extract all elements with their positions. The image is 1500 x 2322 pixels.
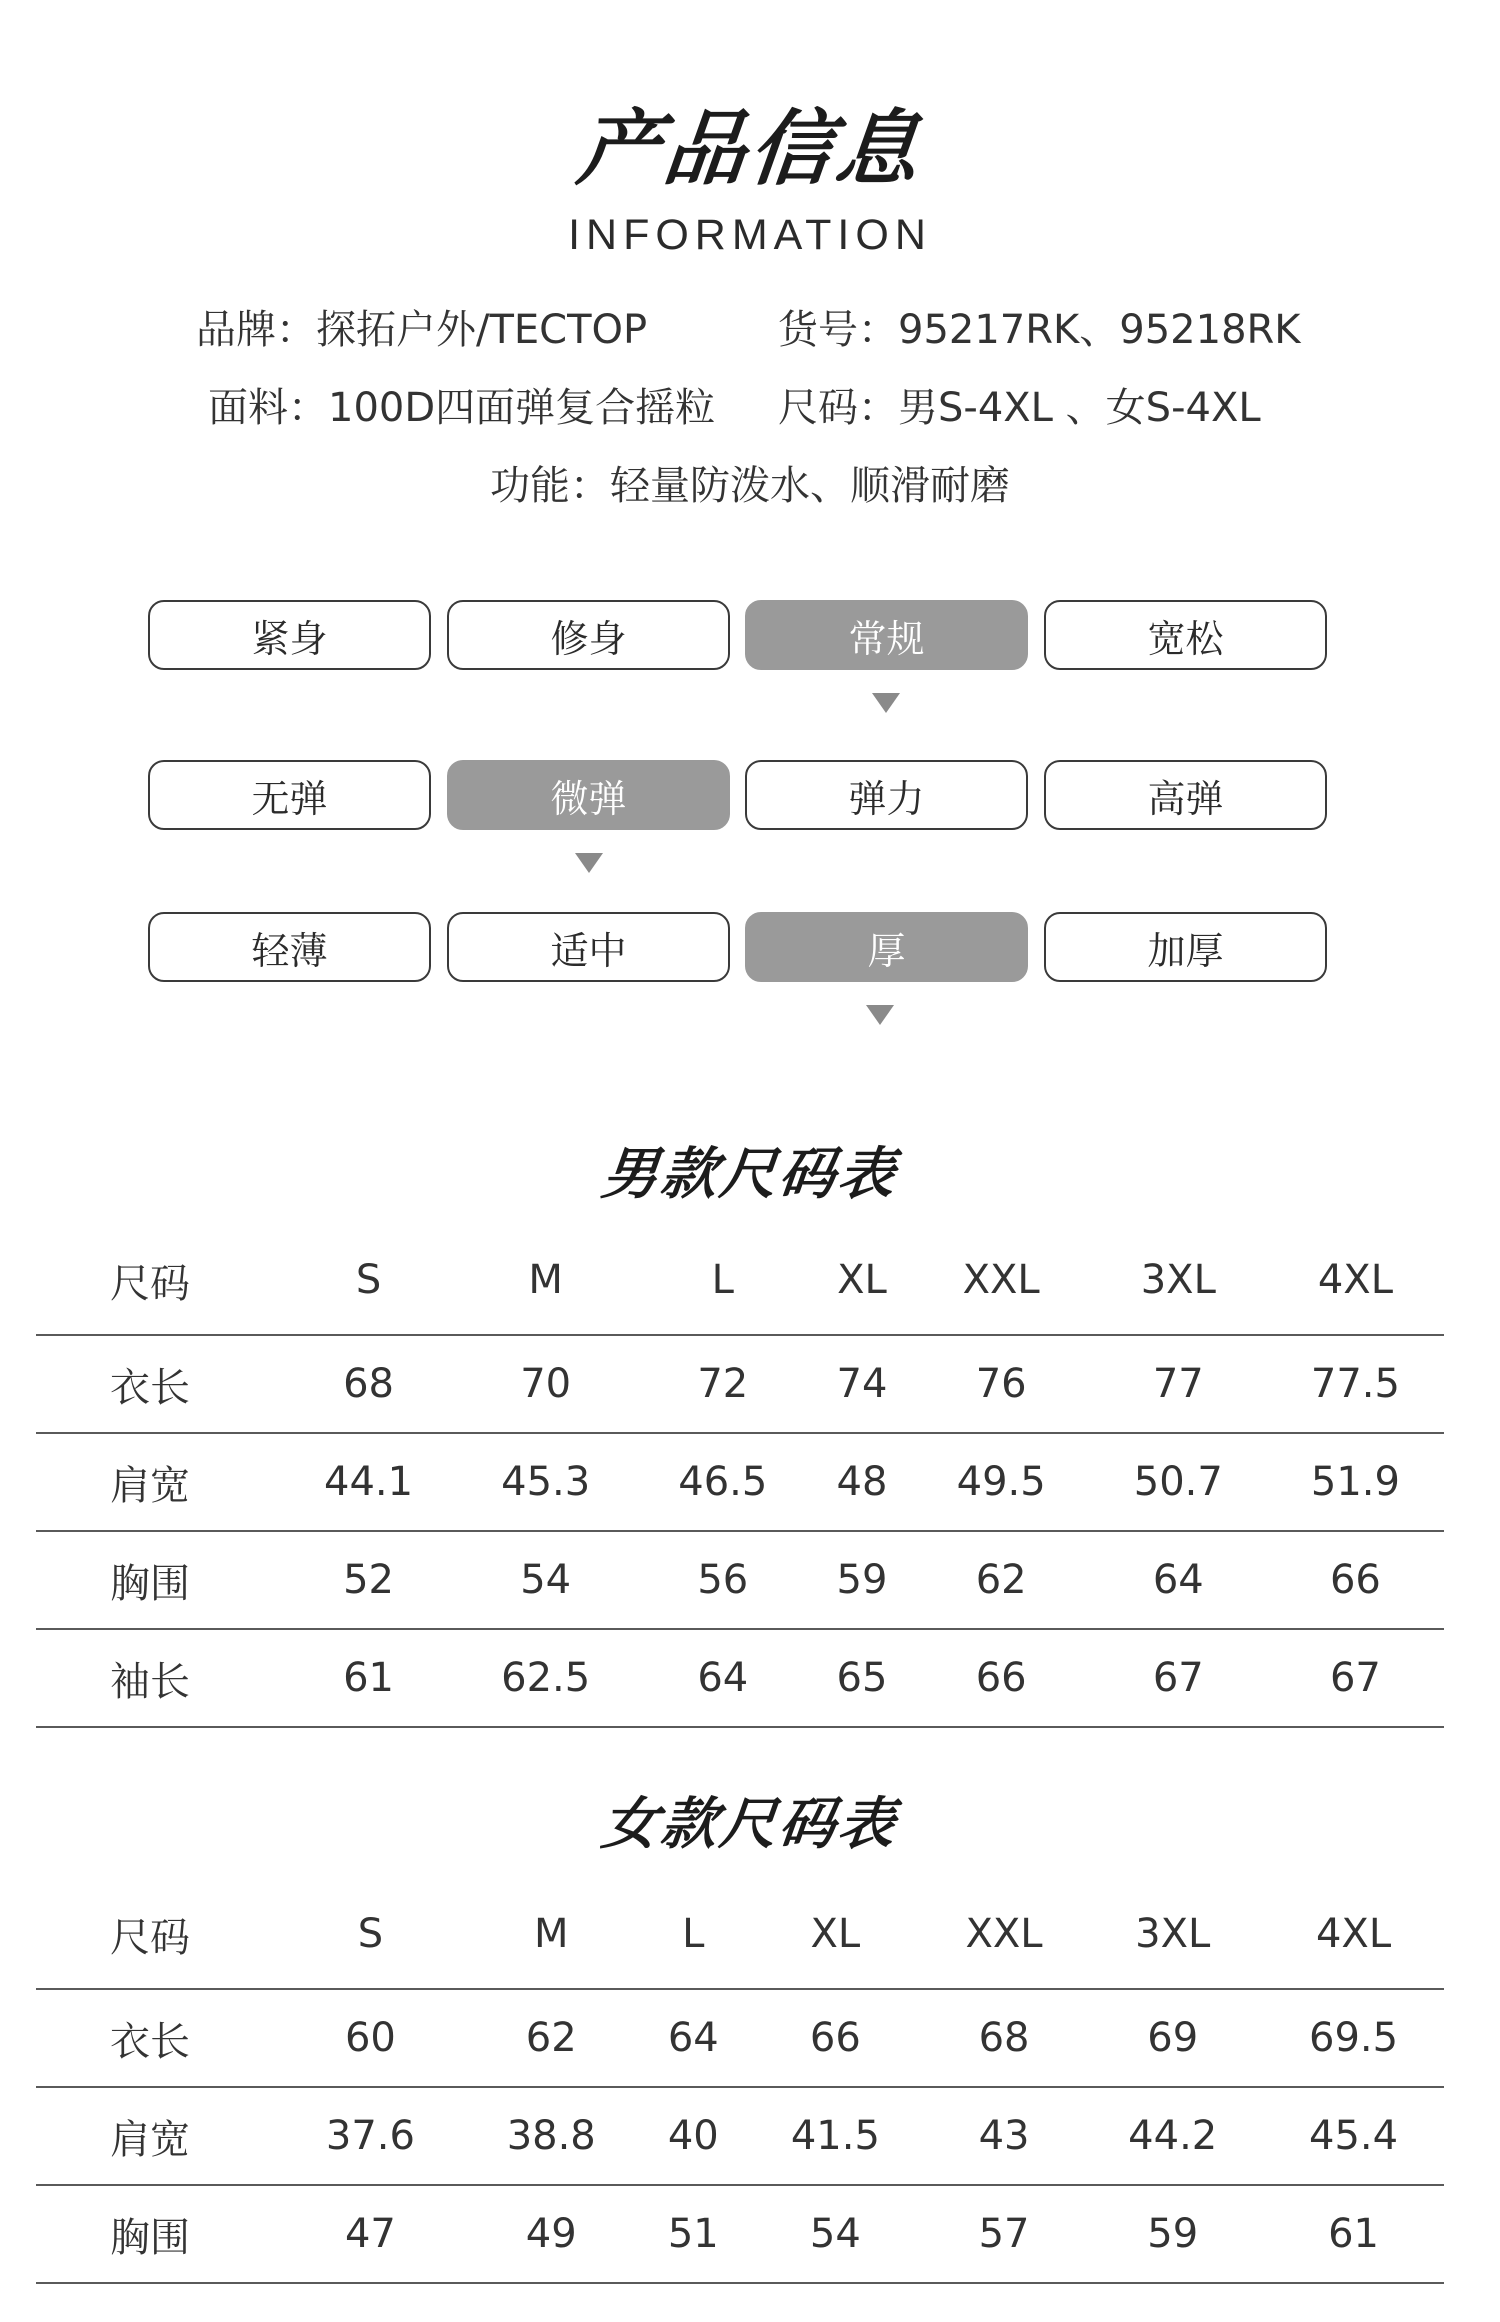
table-cell: 肩宽 <box>36 2087 280 2185</box>
table-cell: 衣长 <box>36 1989 280 2087</box>
table-cell: 62.5 <box>457 1629 634 1727</box>
table-cell: 72 <box>634 1335 811 1433</box>
table-cell: 41.5 <box>745 2087 926 2185</box>
table-row <box>36 2087 1444 2185</box>
table-header-cell: L <box>642 1880 745 1989</box>
fit-selector <box>0 600 1500 720</box>
table-cell: 49.5 <box>913 1433 1090 1531</box>
fit-option-tight: 紧身 <box>148 600 431 670</box>
table-header-cell: XXL <box>926 1880 1083 1989</box>
table-cell: 67 <box>1090 1629 1267 1727</box>
table-cell: 62 <box>461 1989 642 2087</box>
thickness-option-thin: 轻薄 <box>148 912 431 982</box>
table-cell: 胸围 <box>36 2185 280 2283</box>
table-cell: 66 <box>1267 1531 1444 1629</box>
thickness-option-thick: 厚 <box>745 912 1028 982</box>
table-header-cell: S <box>280 1226 457 1335</box>
table-header-cell: 4XL <box>1267 1226 1444 1335</box>
table-cell: 64 <box>642 1989 745 2087</box>
table-cell: 44.1 <box>280 1433 457 1531</box>
stretch-option-none: 无弹 <box>148 760 431 830</box>
table-cell: 51.9 <box>1267 1433 1444 1531</box>
table-row <box>36 1335 1444 1433</box>
table-cell: 61 <box>280 1629 457 1727</box>
table-cell: 64 <box>634 1629 811 1727</box>
women-size-chart-title: 女款尺码表 <box>598 1792 901 1857</box>
fit-option-slim: 修身 <box>447 600 730 670</box>
table-cell: 65 <box>811 1629 912 1727</box>
table-header-cell: M <box>461 1880 642 1989</box>
size-range-info: 尺码：男S-4XL 、女S-4XL <box>778 385 1261 431</box>
men-size-table <box>36 1226 1444 1728</box>
table-header-row <box>36 1226 1444 1335</box>
table-cell: 56 <box>634 1531 811 1629</box>
item-number-info: 货号：95217RK、95218RK <box>778 307 1301 353</box>
table-cell: 52 <box>280 1531 457 1629</box>
table-header-cell: L <box>634 1226 811 1335</box>
page-subtitle: INFORMATION <box>568 211 932 259</box>
table-cell: 衣长 <box>36 1335 280 1433</box>
table-cell: 肩宽 <box>36 1433 280 1531</box>
thickness-selector <box>0 912 1500 1032</box>
table-cell: 68 <box>926 1989 1083 2087</box>
table-cell: 37.6 <box>280 2087 461 2185</box>
table-cell: 45.3 <box>457 1433 634 1531</box>
women-size-table <box>36 1880 1444 2284</box>
table-cell: 50.7 <box>1090 1433 1267 1531</box>
table-header-cell: XXL <box>913 1226 1090 1335</box>
table-cell: 胸围 <box>36 1531 280 1629</box>
table-cell: 66 <box>745 1989 926 2087</box>
table-row <box>36 1629 1444 1727</box>
table-row <box>36 2185 1444 2283</box>
stretch-selector <box>0 760 1500 880</box>
table-cell: 54 <box>457 1531 634 1629</box>
table-row <box>36 1531 1444 1629</box>
table-cell: 40 <box>642 2087 745 2185</box>
page-title: 产品信息 <box>573 102 928 197</box>
stretch-option-slight: 微弹 <box>447 760 730 830</box>
table-cell: 袖长 <box>36 1629 280 1727</box>
table-header-row <box>36 1880 1444 1989</box>
table-header-cell: S <box>280 1880 461 1989</box>
selected-indicator-icon <box>866 1005 894 1025</box>
info-line-3 <box>0 461 1500 511</box>
selected-indicator-icon <box>575 853 603 873</box>
table-cell: 68 <box>280 1335 457 1433</box>
table-cell: 70 <box>457 1335 634 1433</box>
fit-option-loose: 宽松 <box>1044 600 1327 670</box>
thickness-option-extra-thick: 加厚 <box>1044 912 1327 982</box>
table-row <box>36 1989 1444 2087</box>
table-cell: 59 <box>1082 2185 1263 2283</box>
table-cell: 51 <box>642 2185 745 2283</box>
selected-indicator-icon <box>872 693 900 713</box>
table-cell: 57 <box>926 2185 1083 2283</box>
table-row <box>36 1433 1444 1531</box>
table-cell: 60 <box>280 1989 461 2087</box>
table-cell: 74 <box>811 1335 912 1433</box>
stretch-option-high: 高弹 <box>1044 760 1327 830</box>
table-cell: 48 <box>811 1433 912 1531</box>
table-cell: 67 <box>1267 1629 1444 1727</box>
table-header-cell: 3XL <box>1090 1226 1267 1335</box>
table-cell: 76 <box>913 1335 1090 1433</box>
table-header-cell: 4XL <box>1263 1880 1444 1989</box>
table-cell: 54 <box>745 2185 926 2283</box>
table-cell: 62 <box>913 1531 1090 1629</box>
table-cell: 77.5 <box>1267 1335 1444 1433</box>
table-cell: 77 <box>1090 1335 1267 1433</box>
table-header-cell: 尺码 <box>36 1226 280 1335</box>
table-cell: 69 <box>1082 1989 1263 2087</box>
table-cell: 59 <box>811 1531 912 1629</box>
table-cell: 66 <box>913 1629 1090 1727</box>
table-header-cell: XL <box>811 1226 912 1335</box>
thickness-option-medium: 适中 <box>447 912 730 982</box>
page-header <box>0 100 1500 260</box>
table-cell: 46.5 <box>634 1433 811 1531</box>
fabric-info: 面料：100D四面弹复合摇粒 <box>208 385 716 431</box>
table-cell: 61 <box>1263 2185 1444 2283</box>
table-cell: 43 <box>926 2087 1083 2185</box>
table-cell: 45.4 <box>1263 2087 1444 2185</box>
table-header-cell: 尺码 <box>36 1880 280 1989</box>
table-cell: 64 <box>1090 1531 1267 1629</box>
table-cell: 69.5 <box>1263 1989 1444 2087</box>
table-header-cell: 3XL <box>1082 1880 1263 1989</box>
table-cell: 44.2 <box>1082 2087 1263 2185</box>
table-header-cell: XL <box>745 1880 926 1989</box>
fit-option-regular: 常规 <box>745 600 1028 670</box>
table-cell: 49 <box>461 2185 642 2283</box>
table-cell: 38.8 <box>461 2087 642 2185</box>
table-cell: 47 <box>280 2185 461 2283</box>
men-size-chart-title: 男款尺码表 <box>598 1142 901 1207</box>
table-header-cell: M <box>457 1226 634 1335</box>
stretch-option-stretch: 弹力 <box>745 760 1028 830</box>
brand-info: 品牌：探拓户外/TECTOP <box>196 307 648 353</box>
function-info: 功能：轻量防泼水、顺滑耐磨 <box>490 463 1010 509</box>
